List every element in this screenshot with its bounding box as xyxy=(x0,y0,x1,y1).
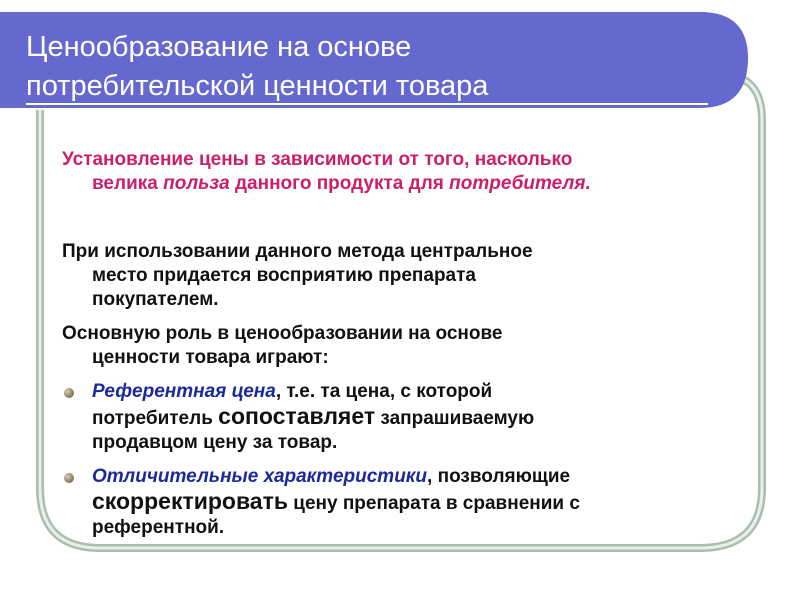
bullet-2-term: Отличительные характеристики xyxy=(92,466,428,487)
bullet-dot-icon xyxy=(64,388,74,398)
bullet-1-emphasis: сопоставляет xyxy=(218,403,376,429)
bullet-2-line-2b: цену препарата в сравнении с xyxy=(287,493,580,514)
method-paragraph xyxy=(62,240,732,312)
bullet-1-line-3: продавцом цену за товар. xyxy=(92,432,338,453)
bullet-distinctive-features xyxy=(62,465,732,540)
method-line-3: покупателем. xyxy=(92,289,219,310)
bullet-2-emphasis: скорректировать xyxy=(92,488,288,514)
lead-paragraph xyxy=(62,148,732,196)
bullet-1-term: Референтная цена xyxy=(92,381,276,402)
method-line-2: место придается восприятию препарата xyxy=(92,265,476,286)
lead-line-1: Установление цены в зависимости от того, насколько xyxy=(62,149,573,170)
lead-text-b: данного продукта для xyxy=(229,173,450,194)
slide-content xyxy=(62,148,732,540)
lead-emphasis-benefit: польза xyxy=(163,173,230,194)
bullet-dot-icon xyxy=(64,473,74,483)
role-line-1: Основную роль в ценообразовании на основе xyxy=(62,323,503,344)
slide-title xyxy=(26,28,726,106)
bullet-1-line-2b: запрашиваемую xyxy=(375,408,535,429)
lead-emphasis-consumer: потребителя. xyxy=(449,173,591,194)
method-line-1: При использовании данного метода центральное xyxy=(62,241,533,262)
role-line-2: ценности товара играют: xyxy=(92,347,329,368)
role-paragraph xyxy=(62,322,732,370)
title-line-2: потребительской ценности товара xyxy=(26,70,489,102)
bullet-1-after-term: , т.е. та цена, с которой xyxy=(275,381,493,402)
bullet-2-line-3: референтной. xyxy=(92,517,225,538)
title-line-1: Ценообразование на основе xyxy=(26,31,412,63)
bullet-1-line-2a: потребитель xyxy=(92,408,219,429)
bullet-reference-price xyxy=(62,380,732,455)
lead-text-a: велика xyxy=(92,173,164,194)
bullet-2-after-term: , позволяющие xyxy=(427,466,571,487)
lead-line-2 xyxy=(62,172,732,196)
